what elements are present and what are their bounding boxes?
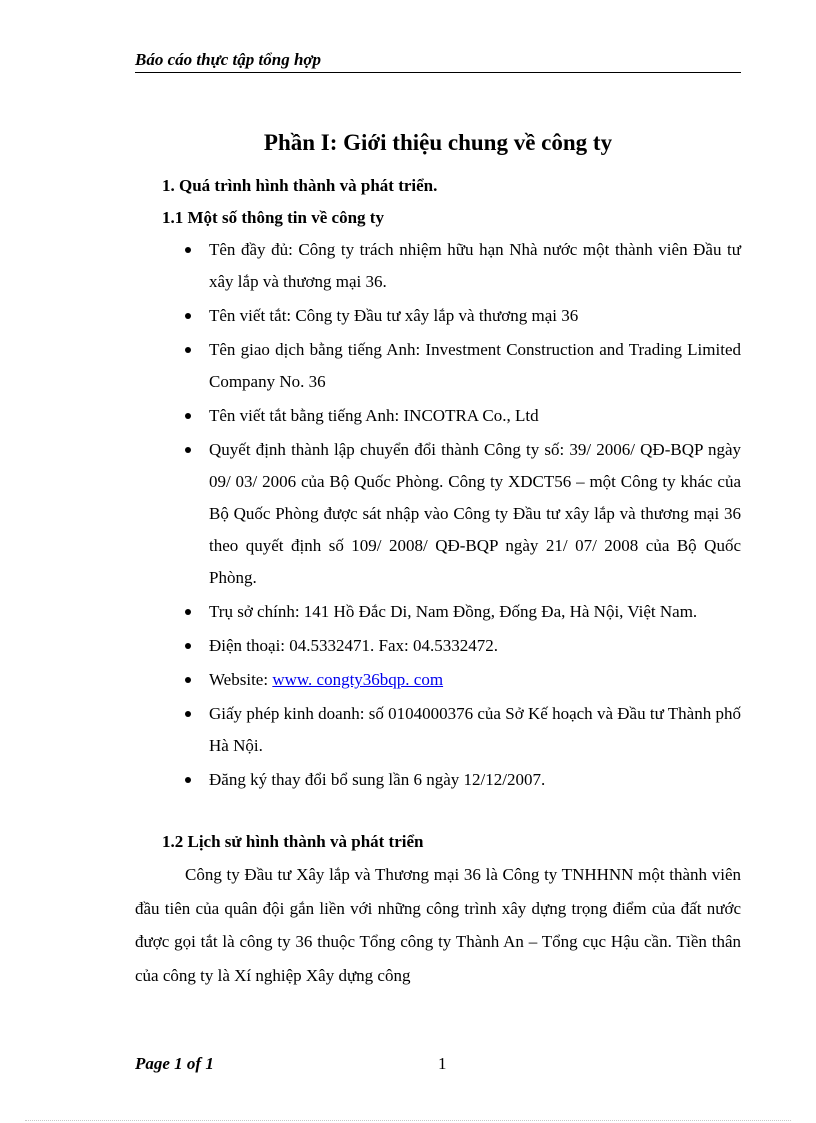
bullet-icon bbox=[185, 413, 191, 419]
list-item: Tên viết tắt bằng tiếng Anh: INCOTRA Co., Ltd bbox=[135, 400, 741, 432]
bullet-icon bbox=[185, 313, 191, 319]
history-paragraph: Công ty Đầu tư Xây lắp và Thương mại 36 là Công ty TNHHNN một thành viên đầu tiên của quân đội gắn liền với những công trình xây dựng trọng điểm của đất nước được gọi tắt là công ty 36 thuộc Tổng công ty Thành An – Tổng cục Hậu cần. Tiền thân của công ty là Xí nghiệp Xây dựng công bbox=[135, 865, 741, 985]
company-info-list bbox=[135, 234, 741, 798]
footer-page-number: 1 bbox=[438, 1054, 447, 1073]
list-item-website bbox=[135, 664, 741, 696]
bullet-icon bbox=[185, 247, 191, 253]
website-label: Website: bbox=[209, 670, 273, 689]
footer-page-label: Page 1 of 1 bbox=[135, 1054, 214, 1073]
bullet-icon bbox=[185, 677, 191, 683]
page-header bbox=[135, 48, 741, 73]
bullet-icon bbox=[185, 643, 191, 649]
list-item: Trụ sở chính: 141 Hồ Đắc Di, Nam Đồng, Đống Đa, Hà Nội, Việt Nam. bbox=[135, 596, 741, 628]
bullet-icon bbox=[185, 777, 191, 783]
bullet-icon bbox=[185, 711, 191, 717]
list-item: Quyết định thành lập chuyển đổi thành Công ty số: 39/ 2006/ QĐ-BQP ngày 09/ 03/ 2006 của Bộ Quốc Phòng. Công ty XDCT56 – một Công ty khác của Bộ Quốc Phòng được sát nhập vào Công ty Đầu tư xây lắp và thương mại 36 theo quyết định số 109/ 2008/ QĐ-BQP ngày 21/ 07/ 2008 của Bộ Quốc Phòng. bbox=[135, 434, 741, 594]
bullet-icon bbox=[185, 347, 191, 353]
bullet-icon bbox=[185, 609, 191, 615]
list-item: Tên giao dịch bằng tiếng Anh: Investment Construction and Trading Limited Company No. 36 bbox=[135, 334, 741, 398]
section-1-1-heading: 1.1 Một số thông tin về công ty bbox=[162, 208, 384, 227]
page-bottom-divider bbox=[25, 1120, 791, 1121]
bullet-icon bbox=[185, 447, 191, 453]
section-1-heading: 1. Quá trình hình thành và phát triển. bbox=[162, 176, 438, 195]
list-item: Điện thoại: 04.5332471. Fax: 04.5332472. bbox=[135, 630, 741, 662]
list-item: Tên viết tắt: Công ty Đầu tư xây lắp và thương mại 36 bbox=[135, 300, 741, 332]
section-1-2-heading: 1.2 Lịch sử hình thành và phát triển bbox=[162, 832, 424, 851]
page-title: Phần I: Giới thiệu chung về công ty bbox=[263, 130, 613, 155]
list-item: Giấy phép kinh doanh: số 0104000376 của Sở Kế hoạch và Đầu tư Thành phố Hà Nội. bbox=[135, 698, 741, 762]
list-item: Tên đầy đủ: Công ty trách nhiệm hữu hạn Nhà nước một thành viên Đầu tư xây lắp và thương mại 36. bbox=[135, 234, 741, 298]
list-item: Đăng ký thay đổi bổ sung lần 6 ngày 12/12/2007. bbox=[135, 764, 741, 796]
website-link[interactable]: www. congty36bqp. com bbox=[272, 670, 444, 689]
header-text: Báo cáo thực tập tổng hợp bbox=[135, 50, 322, 69]
